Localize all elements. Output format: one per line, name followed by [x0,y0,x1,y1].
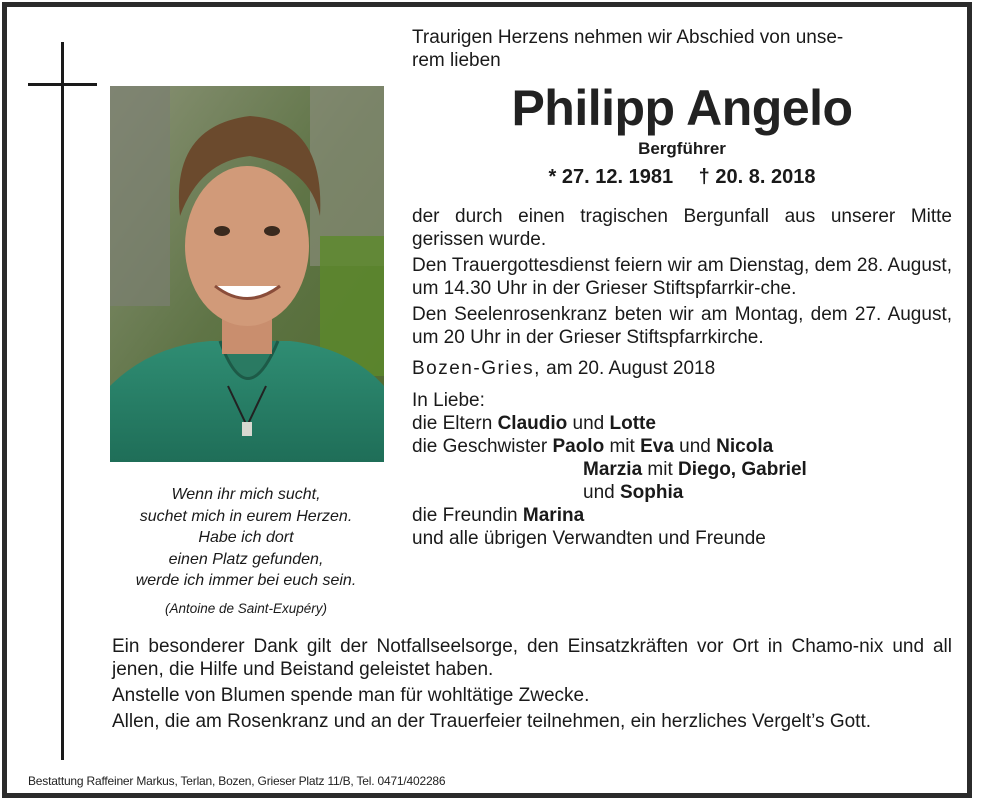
place-date [412,358,952,381]
paragraph: der durch einen tragischen Bergunfall aus unserer Mitte gerissen wurde. [412,206,952,250]
family-text: die Freundin [412,505,518,526]
deceased-name: Philipp Angelo [511,80,853,136]
intro-line: rem lieben [412,49,501,71]
family-name: Paolo [552,436,605,457]
family-text: mit [609,436,635,457]
poem-line: Wenn ihr mich sucht, [171,486,321,503]
deceased-role: Bergführer [638,139,726,158]
poem-line: Habe ich dort [198,529,294,546]
family-name: Lotte [609,413,656,434]
closing-paragraph: Ein besonderer Dank gilt der Notfallseelsorge, den Einsatzkräften vor Ort in Chamo-nix und all jenen, die Hilfe und Beistand geleistet haben. [112,636,952,680]
paragraph: Den Trauergottesdienst feiern wir am Dienstag, dem 28. August, um 14.30 Uhr in der Grieser Stiftspfarrkir-che. [412,255,952,299]
in-love-label: In Liebe: [412,389,485,411]
funeral-home-footer: Bestattung Raffeiner Markus, Terlan, Bozen, Grieser Platz 11/B, Tel. 0471/402286 [28,774,446,788]
family-name: Eva [640,436,674,457]
poem [100,484,392,619]
cross-icon [61,42,64,760]
family-line [412,412,952,435]
cross-icon-bar [28,83,97,86]
family-name: Diego, Gabriel [678,459,807,480]
family-name: Sophia [619,482,684,503]
closing-text [112,635,952,736]
family-text: die Eltern [412,413,493,434]
place: Bozen-Gries, [412,358,541,379]
poem-line: suchet mich in eurem Herzen. [139,507,353,525]
family-name: Nicola [716,436,774,457]
family-text: und [583,482,615,503]
life-dates [412,164,952,190]
death-date: † 20. 8. 2018 [698,166,816,188]
family-text: und [679,436,711,457]
portrait-photo [110,86,384,462]
family-text: und [572,413,605,434]
family-name: Claudio [497,413,568,434]
family-line [412,435,952,458]
poem-line: einen Platz gefunden, [168,550,324,568]
family-line: und alle übrigen Verwandten und Freunde [412,528,766,549]
poem-author: (Antoine de Saint-Exupéry) [164,600,328,616]
family-line [412,504,952,527]
date: am 20. August 2018 [546,358,716,379]
obituary-text [412,27,952,550]
poem-line: werde ich immer bei euch sein. [135,572,357,589]
intro-line: Traurigen Herzens nehmen wir Abschied von unse- [412,27,844,48]
paragraph: Den Seelenrosenkranz beten wir am Montag, dem 27. August, um 20 Uhr in der Grieser Stiftspfarrkirche. [412,304,952,348]
family-line [412,458,952,481]
family-text: die Geschwister [412,436,548,457]
family-name: Marina [522,505,585,526]
closing-paragraph: Allen, die am Rosenkranz und an der Trauerfeier teilnehmen, ein herzliches Vergelt’s Gott. [112,711,872,732]
family-line [412,481,952,504]
birth-date: * 27. 12. 1981 [548,166,674,188]
family-text: mit [647,459,673,480]
closing-paragraph: Anstelle von Blumen spende man für wohltätige Zwecke. [112,685,590,706]
family-name: Marzia [583,459,643,480]
